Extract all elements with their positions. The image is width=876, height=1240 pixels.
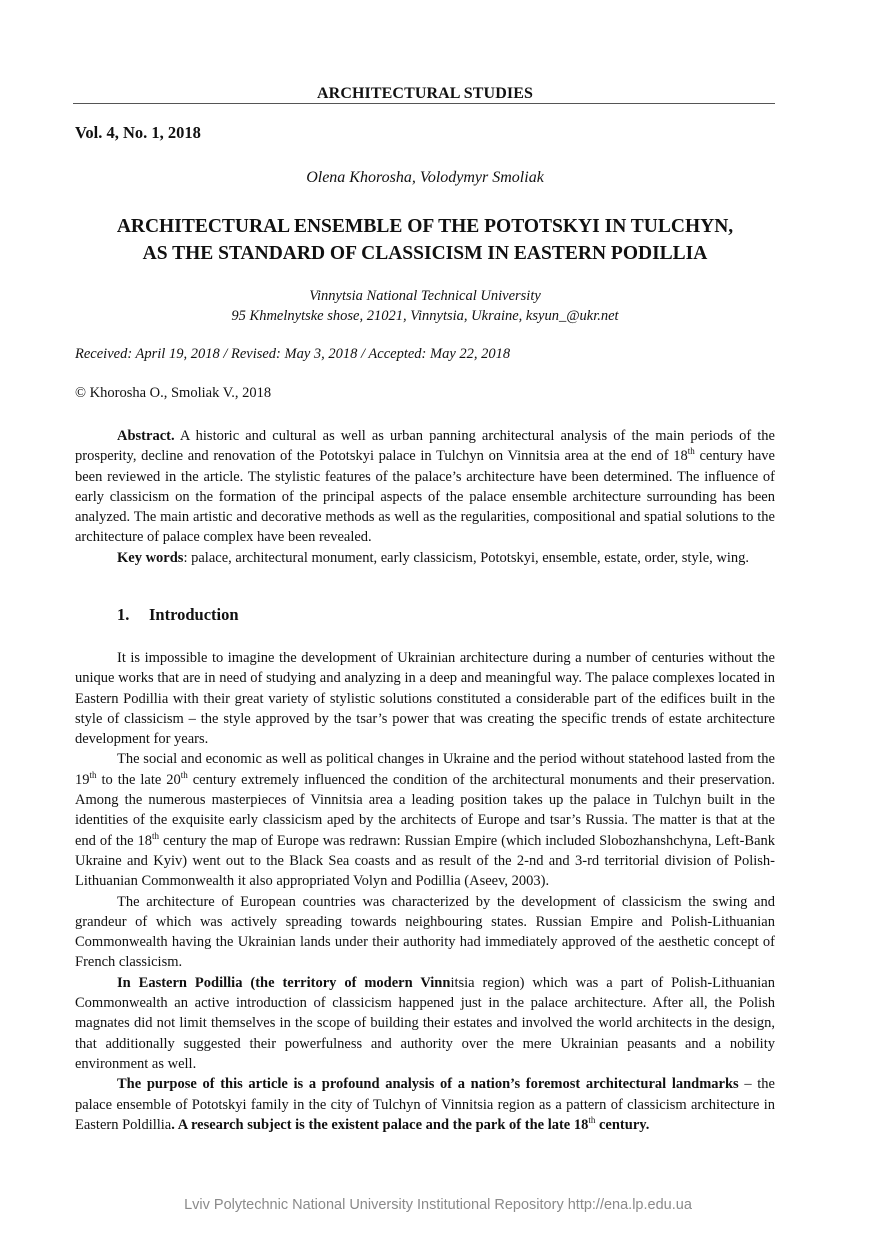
volume-info: Vol. 4, No. 1, 2018	[75, 123, 201, 142]
bold-text: The purpose of this article is a profound analysis of a nation’s foremost architectural landmarks	[117, 1076, 739, 1093]
section-title: Introduction	[149, 605, 239, 624]
journal-name: ARCHITECTURAL STUDIES	[317, 85, 533, 102]
affiliation-university: Vinnytsia National Technical University	[309, 288, 541, 304]
abstract-text-cont: century have been reviewed in the article. The stylistic features of the palace’s architecture have been determined. The influence of early classicism on the formation of the principal aspects of the palace ensemble architecture surrounding has been analyzed. The main artistic and decorative methods as well as the regularities, compositional and spatial solutions to the architecture of palace complex have been revealed.	[75, 448, 775, 546]
paragraph	[75, 749, 775, 891]
repository-footer: Lviv Polytechnic National University Institutional Repository http://ena.lp.edu.ua	[184, 1197, 692, 1213]
paragraph: The architecture of European countries was characterized by the development of classicism the swing and grandeur of which was actively spreading towards neighbouring states. Russian Empire and Polish-Lithuanian Commonwealth having the Ukrainian lands under their authority had immediately approved of the aesthetic concept of French classicism.	[75, 893, 775, 971]
superscript: th	[180, 769, 188, 780]
paragraph: It is impossible to imagine the development of Ukrainian architecture during a number of centuries without the unique works that are in need of studying and analyzing in a deep and meaningful way. The palace complexes located in Eastern Podillia with their great variety of stylistic solutions constituted a considerable part of the edifices built in the style of classicism – the style approved by the tsar’s power that was creating the specific trends of estate architecture development for years.	[75, 650, 775, 748]
text: – the palace ensemble of Pototskyi family in the city of Tulchyn of Vinnitsia region as a pattern of classicism architecture in Eastern Poldillia	[75, 1076, 775, 1133]
keywords-paragraph	[75, 548, 775, 568]
title-line-1: ARCHITECTURAL ENSEMBLE OF THE POTOTSKYI IN TULCHYN,	[116, 216, 734, 237]
keywords-text: : palace, architectural monument, early classicism, Pototskyi, ensemble, estate, order, style, wing.	[183, 549, 750, 566]
superscript: th	[588, 1114, 596, 1125]
keywords-label: Key words	[117, 549, 184, 566]
text: The social and economic as well as political changes in Ukraine and the period without statehood lasted from the 19	[75, 751, 775, 788]
paragraph	[75, 973, 775, 1074]
copyright: © Khorosha O., Smoliak V., 2018	[75, 385, 272, 401]
text: itsia region) which was a part of Polish-Lithuanian Commonwealth an active introduction of classicism happened just in the palace architecture. After all, the Polish magnates did not limit themselves in the scope of building their estates and involved the world architects in the design, that additionally suggested their powerfulness and authority over the mere Ukrainian peasants and a nobility environment as well.	[75, 974, 775, 1072]
abstract-section	[75, 426, 775, 568]
text: century the map of Europe was redrawn: Russian Empire (which included Slobozhanshchyna, Left-Bank Ukraine and Kyiv) went out to the Black Sea coasts and as result of the 2-nd and 3-rd territorial division of Polish-Lithuanian Commonwealth it also appropriated Volyn and Podillia (Aseev, 2003).	[75, 832, 775, 890]
abstract-text: A historic and cultural as well as urban panning architectural analysis of the main periods of the prosperity, decline and renovation of the Pototskyi palace in Tulchyn on Vinnitsia area at the end of 18	[75, 428, 775, 465]
bold-text: century.	[595, 1116, 650, 1133]
article-title	[75, 213, 775, 267]
paragraph	[75, 1074, 775, 1135]
abstract-paragraph	[75, 426, 775, 548]
introduction-body	[75, 648, 775, 1135]
superscript: th	[687, 446, 695, 457]
bold-text: In Eastern Podillia (the territory of modern Vinn	[117, 974, 451, 991]
affiliation-address: 95 Khmelnytske shose, 21021, Vinnytsia, Ukraine, ksyun_@ukr.net	[231, 308, 619, 324]
text: to the late 20	[96, 771, 181, 788]
superscript: th	[152, 830, 160, 841]
section-heading-introduction	[117, 605, 239, 625]
affiliation	[75, 286, 775, 326]
text: century extremely influenced the condition of the architectural monuments and their preservation. Among the numerous masterpieces of Vinnitsia area a leading position takes up the palace in Tulchyn built in the identities of the exquisite early classicism aped by the architects of Europe and tsar’s Russia. The matter is that at the end of the 18	[75, 771, 776, 849]
section-number: 1.	[117, 605, 130, 624]
authors: Olena Khorosha, Volodymyr Smoliak	[306, 169, 544, 186]
title-line-2: AS THE STANDARD OF CLASSICISM IN EASTERN PODILLIA	[142, 243, 708, 264]
header-rule	[73, 103, 775, 104]
superscript: th	[89, 769, 97, 780]
bold-text: . A research subject is the existent palace and the park of the late 18	[171, 1116, 589, 1133]
submission-dates: Received: April 19, 2018 / Revised: May 3, 2018 / Accepted: May 22, 2018	[75, 346, 511, 362]
abstract-label: Abstract.	[117, 428, 175, 444]
